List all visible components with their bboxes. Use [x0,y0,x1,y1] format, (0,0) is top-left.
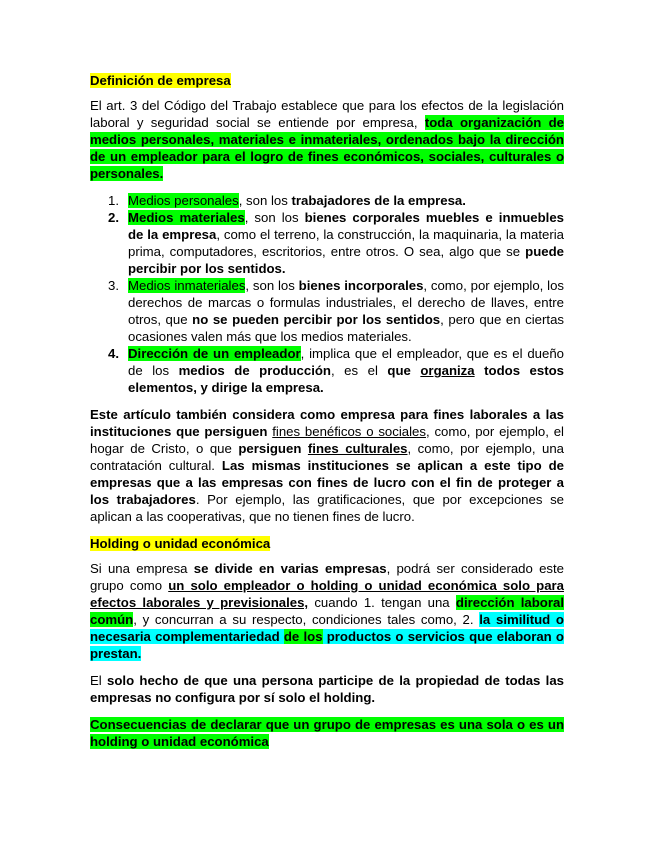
paragraph-nonprofit: Este artículo también considera como empresa para fines laborales a las instituciones que persiguen fines benéficos o sociales, como, por ejemplo, el hogar de Cristo, o que persiguen fines culturales, como, por ejemplo, una contratación cultural. Las mismas instituciones se aplican a este tipo de empresas que a las empresas con fines de lucro con el fin de proteger a los trabajadores. Por ejemplo, las gratificaciones, que por excepciones se aplican a las cooperativas, que no tienen fines de lucro. [90,407,565,524]
paragraph-ownership: El solo hecho de que una persona participe de la propiedad de todas las empresas no configura por sí solo el holding. [90,673,564,705]
paragraph-article-3: El art. 3 del Código del Trabajo establece que para los efectos de la legislación laboral y seguridad social se entiende por empresa, toda organización de medios personales, materiales e inmateriales, ordenados bajo la dirección de un empleador para el logro de fines económicos, sociales, culturales o personales. [90,98,564,181]
list-item: 2. Medios materiales, son los bienes corporales muebles e inmuebles de la empresa, como el terreno, la construcción, la maquinaria, la materia prima, computadores, escritorios, entre otros. O sea, algo que se puede percibir por los sentidos. [108,210,565,276]
list-item: 4. Dirección de un empleador, implica que el empleador, que es el dueño de los medios de producción, es el que organiza todos estos elementos, y dirige la empresa. [108,346,564,395]
section-heading-definicion: Definición de empresa [90,73,231,88]
section-heading-consecuencias: Consecuencias de declarar que un grupo de empresas es una sola o es un holding o unidad económica [90,717,564,749]
paragraph-holding: Si una empresa se divide en varias empresas, podrá ser considerado este grupo como un solo empleador o holding o unidad económica solo para efectos laborales y previsionales, cuando 1. tengan una dirección laboral común, y concurran a su respecto, condiciones tales como, 2. la similitud o necesaria complementariedad de los productos o servicios que elaboran o prestan. [90,561,564,661]
section-heading-holding: Holding o unidad económica [90,536,271,551]
list-item: 1. Medios personales, son los trabajadores de la empresa. [108,193,466,208]
list-item: 3. Medios inmateriales, son los bienes incorporales, como, por ejemplo, los derechos de marcas o formulas industriales, el derecho de llaves, entre otros, que no se pueden percibir por los sentidos, pero que en ciertas ocasiones valen más que los medios materiales. [108,278,565,344]
document-body [90,72,564,758]
means-list [90,192,564,396]
